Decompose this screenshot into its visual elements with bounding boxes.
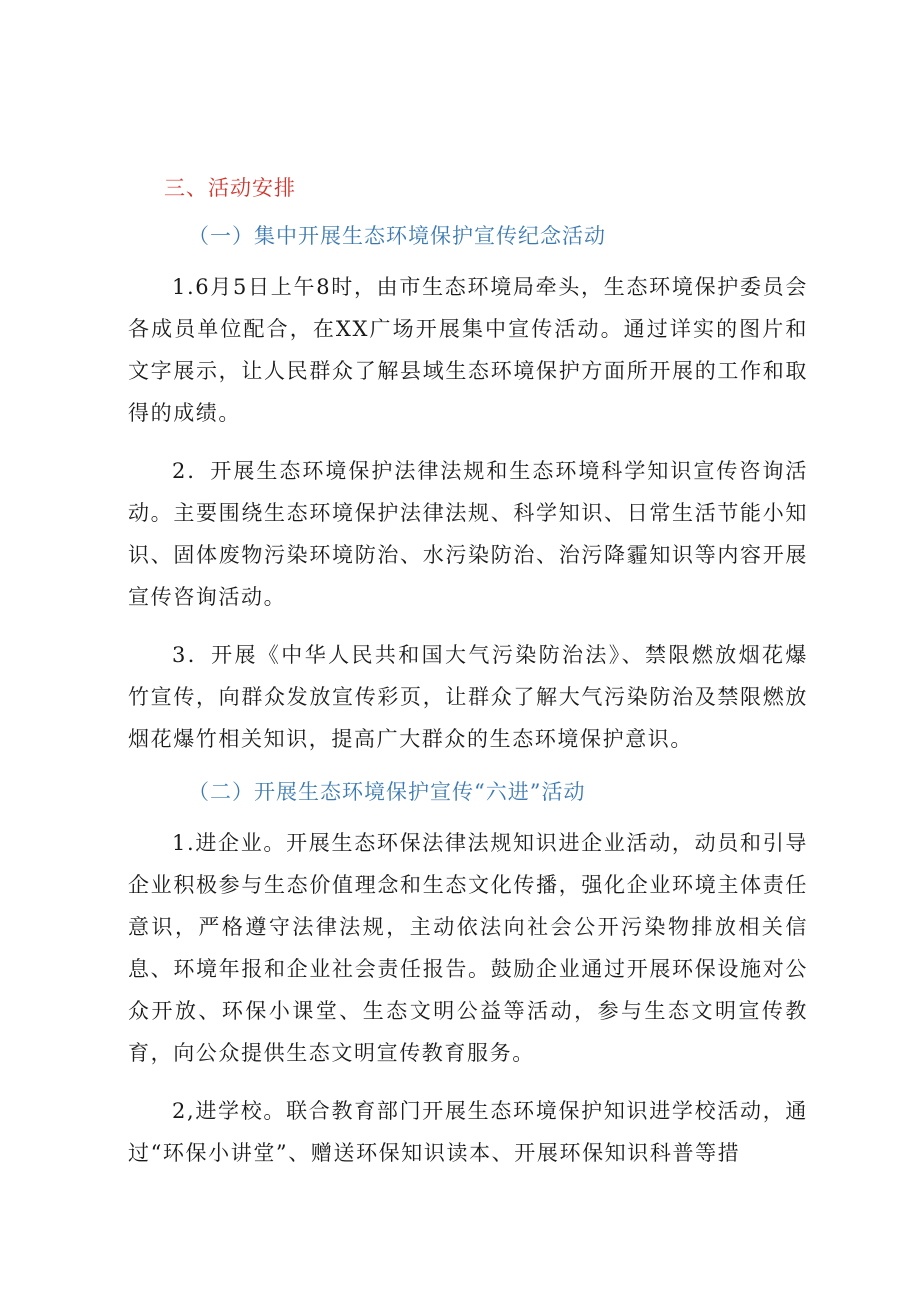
paragraph-1: 1.6月5日上午8时，由市生态环境局牵头，生态环境保护委员会各成员单位配合，在XX广场开展集中宣传活动。通过详实的图片和文字展示，让人民群众了解县域生态环境保护方面所开展的工作和取得的成绩。 bbox=[128, 275, 808, 425]
paragraph-5: 2,进学校。联合教育部门开展生态环境保护知识进学校活动，通过“环保小讲堂”、赠送环保知识读本、开展环保知识科普等措 bbox=[128, 1099, 808, 1165]
paragraph-4: 1.进企业。开展生态环保法律法规知识进企业活动，动员和引导企业积极参与生态价值理念和生态文化传播，强化企业环境主体责任意识，严格遵守法律法规，主动依法向社会公开污染物排放相关信息、环境年报和企业社会责任报告。鼓励企业通过开展环保设施对公众开放、环保小课堂、生态文明公益等活动，参与生态文明宣传教育，向公众提供生态文明宣传教育服务。 bbox=[128, 831, 808, 1065]
paragraph-2: 2．开展生态环境保护法律法规和生态环境科学知识宣传咨询活动。主要围绕生态环境保护法律法规、科学知识、日常生活节能小知识、固体废物污染环境防治、水污染防治、治污降霾知识等内容开展宣传咨询活动。 bbox=[128, 459, 808, 609]
document-body bbox=[128, 168, 808, 1190]
paragraph-3: 3．开展《中华人民共和国大气污染防治法》、禁限燃放烟花爆竹宣传，向群众发放宣传彩页，让群众了解大气污染防治及禁限燃放烟花爆竹相关知识，提高广大群众的生态环境保护意识。 bbox=[128, 643, 808, 751]
subsection-heading-2: （二）开展生态环境保护宣传“六进”活动 bbox=[188, 780, 586, 804]
subsection-heading-1: （一）集中开展生态环境保护宣传纪念活动 bbox=[188, 224, 606, 248]
section-heading: 三、活动安排 bbox=[164, 176, 296, 200]
